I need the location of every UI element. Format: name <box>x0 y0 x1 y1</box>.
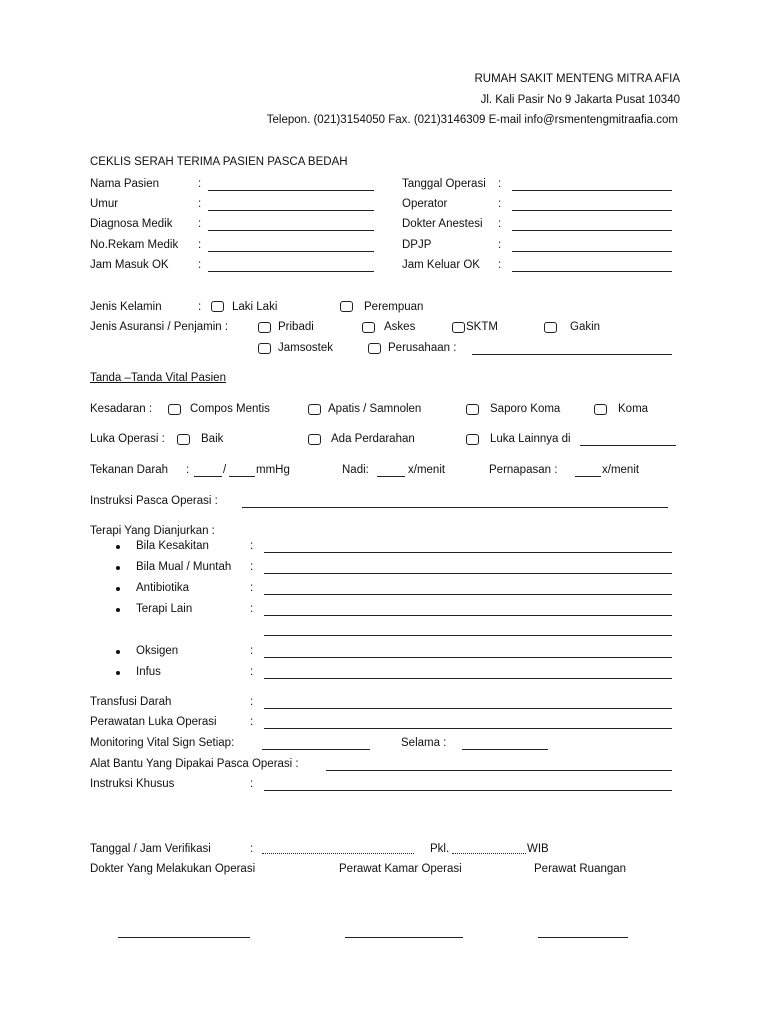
jam-keluar-line[interactable] <box>512 271 672 272</box>
bullet <box>116 566 120 570</box>
verification-date-dots[interactable] <box>262 853 414 854</box>
colon: : <box>250 540 254 552</box>
field-label: Jam Masuk OK <box>90 259 169 271</box>
colon: : <box>250 582 254 594</box>
wound-care-label: Perawatan Luka Operasi <box>90 716 217 728</box>
pkl-label: Pkl. <box>430 843 450 855</box>
umur-line[interactable] <box>208 210 374 211</box>
option-label: SKTM <box>466 321 498 333</box>
option-label: Perempuan <box>364 301 424 313</box>
colon: : <box>198 239 202 251</box>
gender-label: Jenis Kelamin <box>90 301 162 313</box>
nama-pasien-line[interactable] <box>208 190 374 191</box>
respiration-line[interactable] <box>575 476 601 477</box>
insurance-label: Jenis Asuransi / Penjamin : <box>90 321 229 333</box>
tanggal-operasi-line[interactable] <box>512 190 672 191</box>
blood-pressure-label: Tekanan Darah <box>90 464 168 476</box>
respiration-label: Pernapasan : <box>489 464 558 476</box>
monitoring-label: Monitoring Vital Sign Setiap: <box>90 737 235 749</box>
hospital-address: Jl. Kali Pasir No 9 Jakarta Pusat 10340 <box>480 94 680 106</box>
option-label: Jamsostek <box>278 342 333 354</box>
pulse-line[interactable] <box>377 476 405 477</box>
bp-unit: mmHg <box>256 464 290 476</box>
colon: : <box>198 301 202 313</box>
therapy-item: Antibiotika <box>136 582 190 594</box>
rekam-medik-line[interactable] <box>208 251 374 252</box>
therapy-label: Terapi Yang Dianjurkan : <box>90 525 215 537</box>
colon: : <box>250 666 254 678</box>
field-label: Umur <box>90 198 119 210</box>
field-label: Operator <box>402 198 448 210</box>
signature-label-doctor: Dokter Yang Melakukan Operasi <box>90 863 256 875</box>
checkbox-gakin[interactable] <box>544 322 557 333</box>
checkbox-jamsostek[interactable] <box>258 343 271 354</box>
colon: : <box>250 716 254 728</box>
option-label: Saporo Koma <box>490 403 561 415</box>
option-label: Compos Mentis <box>190 403 270 415</box>
diastolic-line[interactable] <box>229 476 255 477</box>
duration-label: Selama : <box>401 737 447 749</box>
colon: : <box>250 603 254 615</box>
checkbox-askes[interactable] <box>362 322 375 333</box>
field-label: Diagnosa Medik <box>90 218 173 230</box>
aids-label: Alat Bantu Yang Dipakai Pasca Operasi : <box>90 758 299 770</box>
option-label: Apatis / Samnolen <box>328 403 422 415</box>
colon: : <box>198 259 202 271</box>
therapy-item: Bila Mual / Muntah <box>136 561 232 573</box>
wound-label: Luka Operasi : <box>90 433 165 445</box>
verification-time-dots[interactable] <box>452 853 526 854</box>
field-label: Nama Pasien <box>90 178 160 190</box>
jam-masuk-line[interactable] <box>208 271 374 272</box>
colon: : <box>250 778 254 790</box>
checkbox-perempuan[interactable] <box>340 301 353 312</box>
therapy-item: Oksigen <box>136 645 179 657</box>
checkbox-perusahaan[interactable] <box>368 343 381 354</box>
form-title: CEKLIS SERAH TERIMA PASIEN PASCA BEDAH <box>90 156 348 168</box>
option-label: Luka Lainnya di <box>490 433 571 445</box>
checkbox-apatis[interactable] <box>308 404 321 415</box>
checkbox-compos-mentis[interactable] <box>168 404 181 415</box>
checkbox-baik[interactable] <box>177 434 190 445</box>
field-label: DPJP <box>402 239 432 251</box>
signature-line-or-nurse[interactable] <box>345 937 463 938</box>
signature-line-doctor[interactable] <box>118 937 250 938</box>
operator-line[interactable] <box>512 210 672 211</box>
therapy-line[interactable] <box>264 615 672 616</box>
colon: : <box>250 843 254 855</box>
checkbox-laki-laki[interactable] <box>211 301 224 312</box>
verification-label: Tanggal / Jam Verifikasi <box>90 843 211 855</box>
bullet <box>116 671 120 675</box>
luka-lainnya-line[interactable] <box>580 445 676 446</box>
colon: : <box>198 218 202 230</box>
field-label: Jam Keluar OK <box>402 259 480 271</box>
aids-line[interactable] <box>326 770 672 771</box>
option-label: Perusahaan : <box>388 342 457 354</box>
field-label: Dokter Anestesi <box>402 218 483 230</box>
colon: : <box>198 178 202 190</box>
bullet <box>116 587 120 591</box>
hospital-contact: Telepon. (021)3154050 Fax. (021)3146309 E-mail info@rsmentengmitraafia.com <box>266 114 678 126</box>
colon: : <box>186 464 190 476</box>
option-label: Koma <box>618 403 649 415</box>
therapy-line-extra[interactable] <box>264 635 672 636</box>
checkbox-saporo-koma[interactable] <box>466 404 479 415</box>
colon: : <box>498 218 502 230</box>
therapy-item: Bila Kesakitan <box>136 540 209 552</box>
consciousness-label: Kesadaran : <box>90 403 153 415</box>
checkbox-sktm[interactable] <box>452 322 465 333</box>
therapy-item: Terapi Lain <box>136 603 193 615</box>
wound-care-line[interactable] <box>264 728 672 729</box>
transfusion-line[interactable] <box>264 708 672 709</box>
colon: : <box>498 239 502 251</box>
vital-signs-heading: Tanda –Tanda Vital Pasien <box>90 372 226 384</box>
hospital-name: RUMAH SAKIT MENTENG MITRA AFIA <box>474 73 680 85</box>
special-instruction-label: Instruksi Khusus <box>90 778 175 790</box>
bullet <box>116 608 120 612</box>
therapy-line[interactable] <box>264 657 672 658</box>
colon: : <box>250 696 254 708</box>
signature-label-or-nurse: Perawat Kamar Operasi <box>339 863 462 875</box>
colon: : <box>498 259 502 271</box>
colon: : <box>498 198 502 210</box>
diagnosa-line[interactable] <box>208 230 374 231</box>
signature-label-ward-nurse: Perawat Ruangan <box>534 863 627 875</box>
dpjp-line[interactable] <box>512 251 672 252</box>
checkbox-luka-lainnya[interactable] <box>466 434 479 445</box>
option-label: Laki Laki <box>232 301 278 313</box>
colon: : <box>198 198 202 210</box>
option-label: Askes <box>384 321 416 333</box>
colon: : <box>250 645 254 657</box>
monitoring-line[interactable] <box>262 749 370 750</box>
therapy-line[interactable] <box>264 594 672 595</box>
option-label: Gakin <box>570 321 601 333</box>
perusahaan-line[interactable] <box>472 354 672 355</box>
pulse-unit: x/menit <box>408 464 446 476</box>
option-label: Ada Perdarahan <box>331 433 415 445</box>
option-label: Baik <box>201 433 224 445</box>
special-instruction-line[interactable] <box>264 790 672 791</box>
colon: : <box>250 561 254 573</box>
bullet <box>116 545 120 549</box>
colon: : <box>498 178 502 190</box>
transfusion-label: Transfusi Darah <box>90 696 172 708</box>
post-op-instruction-label: Instruksi Pasca Operasi : <box>90 495 218 507</box>
duration-line[interactable] <box>462 749 548 750</box>
option-label: Pribadi <box>278 321 314 333</box>
therapy-item: Infus <box>136 666 161 678</box>
dokter-anestesi-line[interactable] <box>512 230 672 231</box>
checkbox-pribadi[interactable] <box>258 322 271 333</box>
respiration-unit: x/menit <box>602 464 640 476</box>
checkbox-ada-perdarahan[interactable] <box>308 434 321 445</box>
pulse-label: Nadi: <box>342 464 369 476</box>
field-label: No.Rekam Medik <box>90 239 179 251</box>
signature-line-ward-nurse[interactable] <box>538 937 628 938</box>
wib-label: WIB <box>527 843 549 855</box>
field-label: Tanggal Operasi <box>402 178 486 190</box>
therapy-line[interactable] <box>264 573 672 574</box>
therapy-line[interactable] <box>264 678 672 679</box>
systolic-line[interactable] <box>194 476 222 477</box>
checkbox-koma[interactable] <box>594 404 607 415</box>
bullet <box>116 650 120 654</box>
therapy-line[interactable] <box>264 552 672 553</box>
bp-separator: / <box>223 464 227 476</box>
post-op-instruction-line[interactable] <box>242 507 668 508</box>
